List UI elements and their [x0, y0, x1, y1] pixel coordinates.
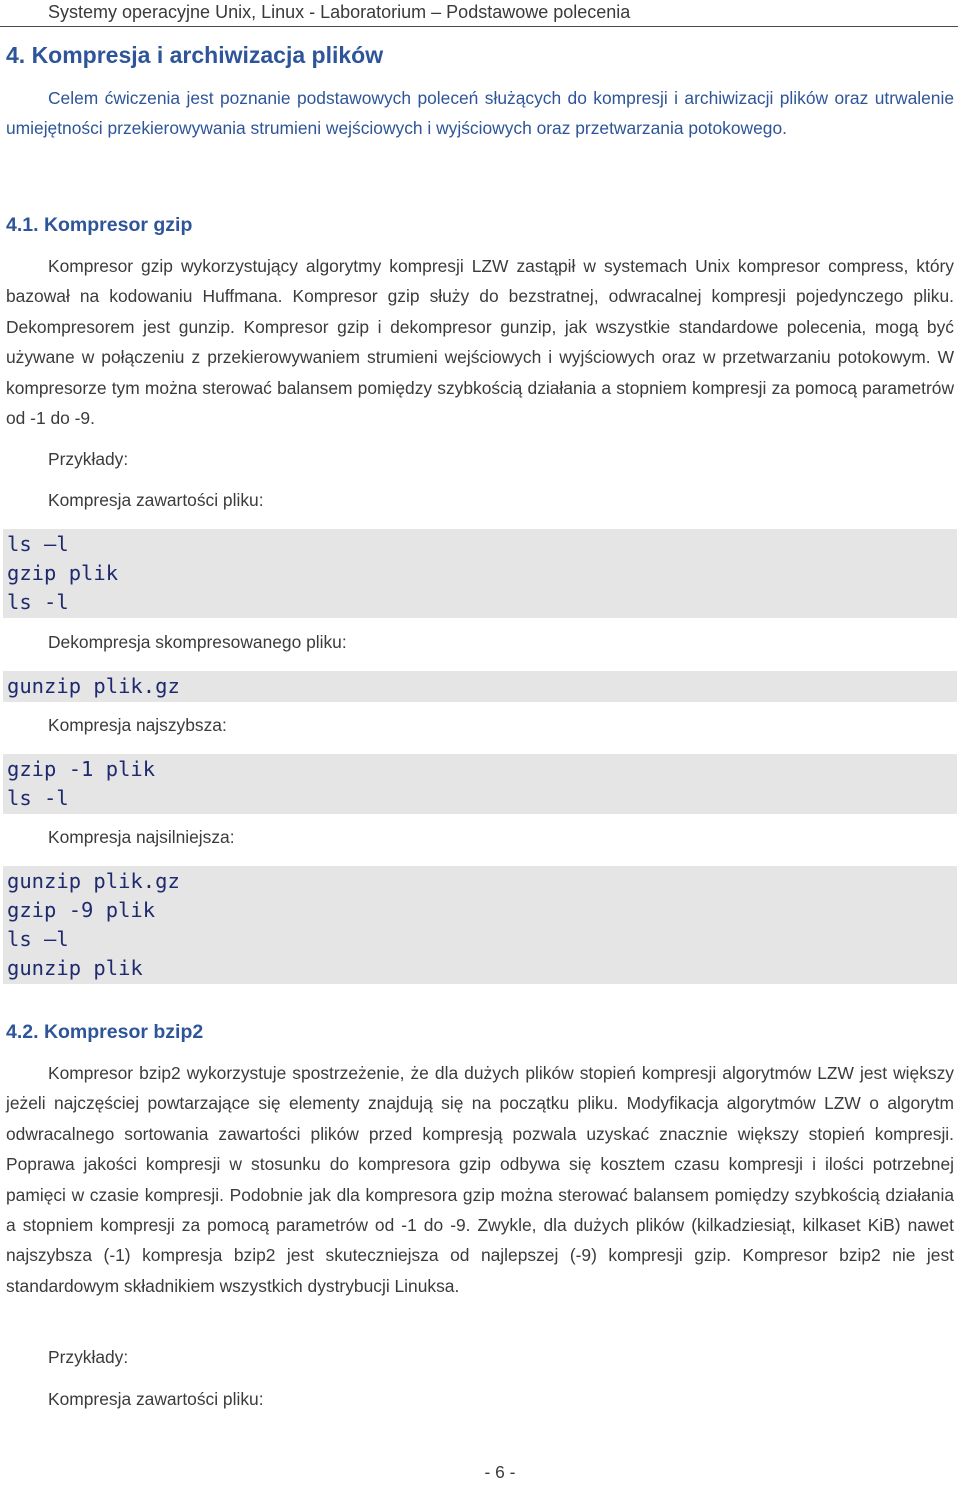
- bzip2-compress-label: Kompresja zawartości pliku:: [48, 1389, 264, 1409]
- bzip2-description: Kompresor bzip2 wykorzystuje spostrzeżenie, że dla dużych plików stopień kompresji algorytmów LZW jest większy jeżeli najczęściej powtarzające się elementy znajdują się na początku pliku. Modyfikacja algorytmów LZW o algorytm odwracalnego sortowania zawartości plików przed kompresją pozwala uzyskać znacznie większy stopień kompresji. Poprawa jakości kompresji w stosunku do kompresora gzip odbywa się kosztem czasu kompresji i ilości potrzebnej pamięci w czasie kompresji. Podobnie jak dla kompresora gzip można sterować balansem pomiędzy szybkością działania a stopniem kompresji za pomocą parametrów od -1 do -9. Zwykle, dla dużych plików (kilkadziesiąt, kilkaset KiB) nawet najszybsza (-1) kompresja bzip2 jest skuteczniejsza od najlepszej (-9) kompresji gzip. Kompresor bzip2 nie jest standardowym składnikiem wszystkich dystrybucji Linuksa.: [6, 1063, 954, 1296]
- gzip-description: Kompresor gzip wykorzystujący algorytmy kompresji LZW zastąpił w systemach Unix kompresor compress, który bazował na kodowaniu Huffmana. Kompresor gzip służy do bezstratnej, odwracalnej kompresji pojedynczego pliku. Dekompresorem jest gunzip. Kompresor gzip i dekompresor gunzip, jak wszystkie standardowe polecenia, mogą być używane w połączeniu z przekierowywaniem strumieni wejściowych i wyjściowych oraz w przetwarzaniu potokowym. W kompresorze tym można sterować balansem pomiędzy szybkością działania a stopniem kompresji za pomocą parametrów od -1 do -9.: [6, 256, 954, 429]
- code-line: gunzip plik.gz: [7, 869, 180, 893]
- code-line: gunzip plik.gz: [7, 674, 180, 698]
- code-block-decompress: [3, 671, 957, 702]
- code-block-fastest: [3, 754, 957, 814]
- gzip-heading: 4.1. Kompresor gzip: [6, 214, 193, 236]
- code-block-compress: [3, 529, 957, 618]
- section-intro: Celem ćwiczenia jest poznanie podstawowych poleceń służących do kompresji i archiwizacji plików oraz utrwalenie umiejętności przekierowywania strumieni wejściowych i wyjściowych oraz przetwarzania potokowego.: [6, 88, 954, 139]
- code-line: gzip plik: [7, 561, 119, 585]
- code-line: gzip -9 plik: [7, 898, 156, 922]
- page-header: [0, 0, 958, 27]
- gzip-decompress-label: Dekompresja skompresowanego pliku:: [48, 632, 347, 652]
- gzip-compress-label: Kompresja zawartości pliku:: [48, 490, 264, 510]
- gzip-fastest-label: Kompresja najszybsza:: [48, 715, 227, 735]
- gzip-strongest-label: Kompresja najsilniejsza:: [48, 827, 235, 847]
- bzip2-examples-label: Przykłady:: [48, 1347, 129, 1367]
- code-line: gunzip plik: [7, 956, 143, 980]
- code-line: gzip -1 plik: [7, 757, 156, 781]
- code-block-strongest: [3, 866, 957, 984]
- code-line: ls -l: [7, 590, 69, 614]
- code-line: ls –l: [7, 532, 69, 556]
- gzip-examples-label: Przykłady:: [48, 449, 129, 469]
- code-line: ls -l: [7, 786, 69, 810]
- header-title: Systemy operacyjne Unix, Linux - Laboratorium – Podstawowe polecenia: [48, 2, 631, 22]
- bzip2-heading: 4.2. Kompresor bzip2: [6, 1021, 204, 1043]
- code-line: ls –l: [7, 927, 69, 951]
- page-number: - 6 -: [484, 1462, 516, 1482]
- section-title: 4. Kompresja i archiwizacja plików: [6, 42, 384, 68]
